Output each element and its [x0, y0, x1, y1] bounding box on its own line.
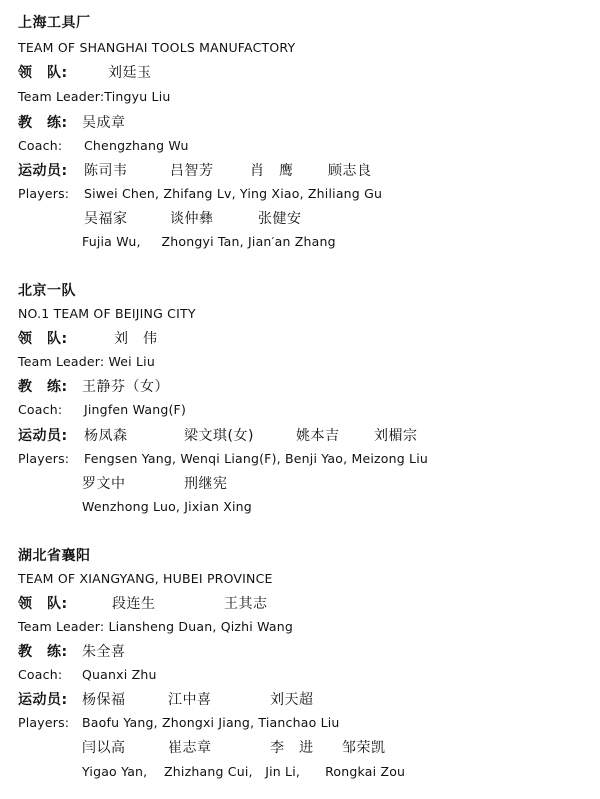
players-label-cn: 运动员: [18, 163, 68, 179]
coach-label-cn: 教 练: [18, 115, 68, 131]
coach-label-en: Coach: [18, 667, 63, 682]
leader-name-en: Liansheng Duan, Qizhi Wang [108, 619, 294, 634]
team-name-en: TEAM OF XIANGYANG, HUBEI PROVINCE [18, 571, 273, 586]
coach-label-cn: 教 练: [18, 644, 68, 660]
leader-label-en: Team Leader: [18, 619, 105, 634]
leader-en [18, 621, 293, 634]
leader-name-en: Tingyu Liu [104, 89, 171, 104]
player-cn: 江中喜 [168, 692, 212, 708]
coach-name-cn: 王静芬（女） [82, 379, 169, 395]
coach-label-en: Coach: [18, 138, 63, 153]
player-cn: 肖 鹰 [250, 163, 294, 179]
leader-name-cn: 刘 伟 [114, 331, 158, 347]
player-cn: 姚本吉 [296, 428, 340, 444]
coach-name-en: Chengzhang Wu [84, 138, 189, 153]
leader-label-cn: 领 队: [18, 65, 68, 81]
team-name-en: NO.1 TEAM OF BEIJING CITY [18, 306, 196, 321]
leader-label-en: Team Leader: [18, 354, 105, 369]
coach-name-cn: 吴成章 [82, 115, 126, 131]
leader-label-cn: 领 队: [18, 331, 68, 347]
player-cn: 刑继宪 [184, 476, 228, 492]
player-cn: 梁文琪(女) [184, 428, 254, 444]
player-cn: 吕智芳 [170, 163, 214, 179]
player-cn: 邹荣凯 [342, 740, 386, 756]
player-cn: 刘楣宗 [374, 428, 418, 444]
player-cn: 吴福家 [84, 211, 128, 227]
players-en-row: Wenzhong Luo, Jixian Xing [82, 499, 252, 514]
player-cn: 杨凤森 [84, 428, 128, 444]
player-cn: 闫以高 [82, 740, 126, 756]
coach-name-cn: 朱全喜 [82, 644, 126, 660]
team-name-en: TEAM OF SHANGHAI TOOLS MANUFACTORY [18, 40, 296, 55]
players-label-en: Players: [18, 715, 70, 730]
players-label-en: Players: [18, 186, 70, 201]
players-en-row: Siwei Chen, Zhifang Lv, Ying Xiao, Zhiliang Gu [84, 186, 383, 201]
players-label-en: Players: [18, 451, 70, 466]
leader-name-cn: 刘廷玉 [108, 65, 152, 81]
players-en-row: Baofu Yang, Zhongxi Jiang, Tianchao Liu [82, 715, 340, 730]
player-cn: 陈司韦 [84, 163, 128, 179]
leader-label-en: Team Leader: [18, 89, 105, 104]
player-cn: 刘天超 [270, 692, 314, 708]
team-name-cn: 湖北省襄阳 [18, 548, 91, 564]
player-cn: 李 进 [270, 740, 314, 756]
player-cn: 崔志章 [168, 740, 212, 756]
team-name-cn: 上海工具厂 [18, 15, 91, 31]
leader-name-cn: 段连生 [112, 596, 156, 612]
players-en-row: Yigao Yan, Zhizhang Cui, Jin Li, Rongkai Zou [82, 764, 406, 779]
players-en-row: Fujia Wu, Zhongyi Tan, Jian′an Zhang [82, 234, 336, 249]
player-cn: 罗文中 [82, 476, 126, 492]
leader-name-en: Wei Liu [108, 354, 155, 369]
coach-name-en: Jingfen Wang(F) [84, 402, 187, 417]
leader-name-cn: 王其志 [224, 596, 268, 612]
player-cn: 张健安 [258, 211, 302, 227]
coach-label-cn: 教 练: [18, 379, 68, 395]
players-label-cn: 运动员: [18, 692, 68, 708]
player-cn: 顾志良 [328, 163, 372, 179]
leader-en [18, 91, 171, 104]
player-cn: 杨保福 [82, 692, 126, 708]
players-en-row: Fengsen Yang, Wenqi Liang(F), Benji Yao, Meizong Liu [84, 451, 429, 466]
coach-name-en: Quanxi Zhu [82, 667, 157, 682]
player-cn: 谈仲彝 [170, 211, 214, 227]
leader-label-cn: 领 队: [18, 596, 68, 612]
team-name-cn: 北京一队 [18, 283, 76, 299]
players-label-cn: 运动员: [18, 428, 68, 444]
coach-label-en: Coach: [18, 402, 63, 417]
leader-en [18, 356, 155, 369]
